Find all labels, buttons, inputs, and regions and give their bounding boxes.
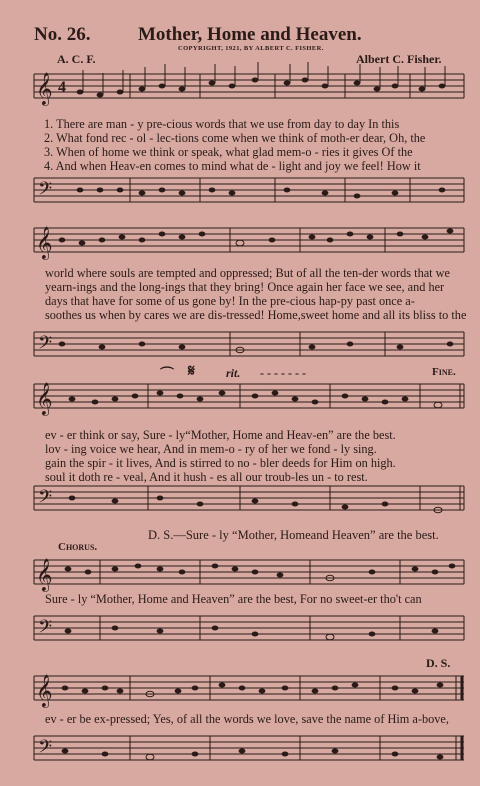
verse-line: lov - ing voice we hear, And in mem-o - ry of her we fond - ly sing. [45, 442, 377, 456]
svg-text:𝄢: 𝄢 [38, 486, 53, 511]
verse-line: 1. There are man - y pre-cious words that we use from day to day In this [44, 117, 400, 131]
verse-line: days that have for some of us gone by! In the pre-cious hap-py past once a- [45, 294, 415, 308]
staff-chorus-bass-2 [0, 728, 480, 778]
staff-bass-1 [0, 162, 480, 210]
svg-text:𝄢: 𝄢 [38, 736, 53, 761]
rit-dashes: - - - - - - - [260, 366, 306, 380]
staff-bass-2 [0, 318, 480, 366]
chorus-label: Chorus. [58, 541, 98, 553]
verse-line: world where souls are tempted and oppressed; But of all the ten-der words that we [45, 266, 450, 280]
hymn-title: Mother, Home and Heaven. [138, 24, 362, 45]
staff-bass-3 [0, 478, 480, 526]
author-name: Albert C. Fisher. [356, 52, 442, 66]
fermata-icon: ⌒ [160, 368, 174, 383]
svg-text:𝄢: 𝄢 [38, 616, 53, 641]
verse-line: yearn-ings and the long-ings that they bring! Once again her face we see, and her [45, 280, 445, 294]
author-initials: A. C. F. [57, 52, 96, 66]
ds-end-mark: D. S. [426, 656, 451, 670]
rit-mark: rit. [226, 366, 241, 380]
ds-instruction: D. S.—Sure - ly “Mother, Homeand Heaven” are the best. [148, 528, 439, 542]
svg-text:𝄢: 𝄢 [38, 332, 53, 357]
chorus-line: ev - er be ex-pressed; Yes, of all the words we love, save the name of Him a-bove, [45, 712, 449, 726]
copyright-notice: COPYRIGHT, 1921, BY ALBERT C. FISHER. [178, 45, 324, 52]
staff-chorus-bass-1 [0, 608, 480, 654]
svg-text:4: 4 [58, 79, 66, 96]
treble-clef-icon: 𝄞 [36, 74, 53, 105]
svg-text:𝄞: 𝄞 [36, 560, 53, 591]
verse-line: gain the spir - it lives, And is stirred to no - bler deeds for Him on high. [45, 456, 396, 470]
svg-text:𝄞: 𝄞 [36, 384, 53, 415]
svg-text:𝄞: 𝄞 [36, 676, 53, 707]
staff-treble-2 [0, 214, 480, 264]
verse-line: ev - er think or say, Sure - ly“Mother, Home and Heav-en” are the best. [45, 428, 396, 442]
staff-treble-3 [0, 376, 480, 426]
segno-icon: 𝄋 [188, 363, 195, 380]
chorus-line: Sure - ly “Mother, Home and Heaven” are the best, For no sweet-er tho't can [45, 592, 422, 606]
verse-line: 2. What fond rec - ol - lec-tions come when we think of moth-er dear, Oh, the [44, 131, 426, 145]
svg-text:𝄞: 𝄞 [36, 228, 53, 259]
verse-line: 4. And when Heav-en comes to mind what de - light and joy we feel! How it [44, 159, 421, 173]
bass-clef-icon: 𝄢 [38, 178, 53, 203]
staff-treble-1 [0, 62, 480, 117]
verse-line: soothes us when by cares we are dis-tressed! Home,sweet home and all its bliss to the [45, 308, 467, 322]
verse-line: soul it doth re - veal, And it hush - es all our troub-les un - to rest. [45, 470, 368, 484]
fine-mark: Fine. [432, 366, 456, 378]
hymn-number: No. 26. [34, 24, 91, 45]
staff-chorus-treble-2 [0, 668, 480, 716]
verse-line: 3. When of home we think or speak, what glad mem-o - ries it gives Of the [44, 145, 413, 159]
